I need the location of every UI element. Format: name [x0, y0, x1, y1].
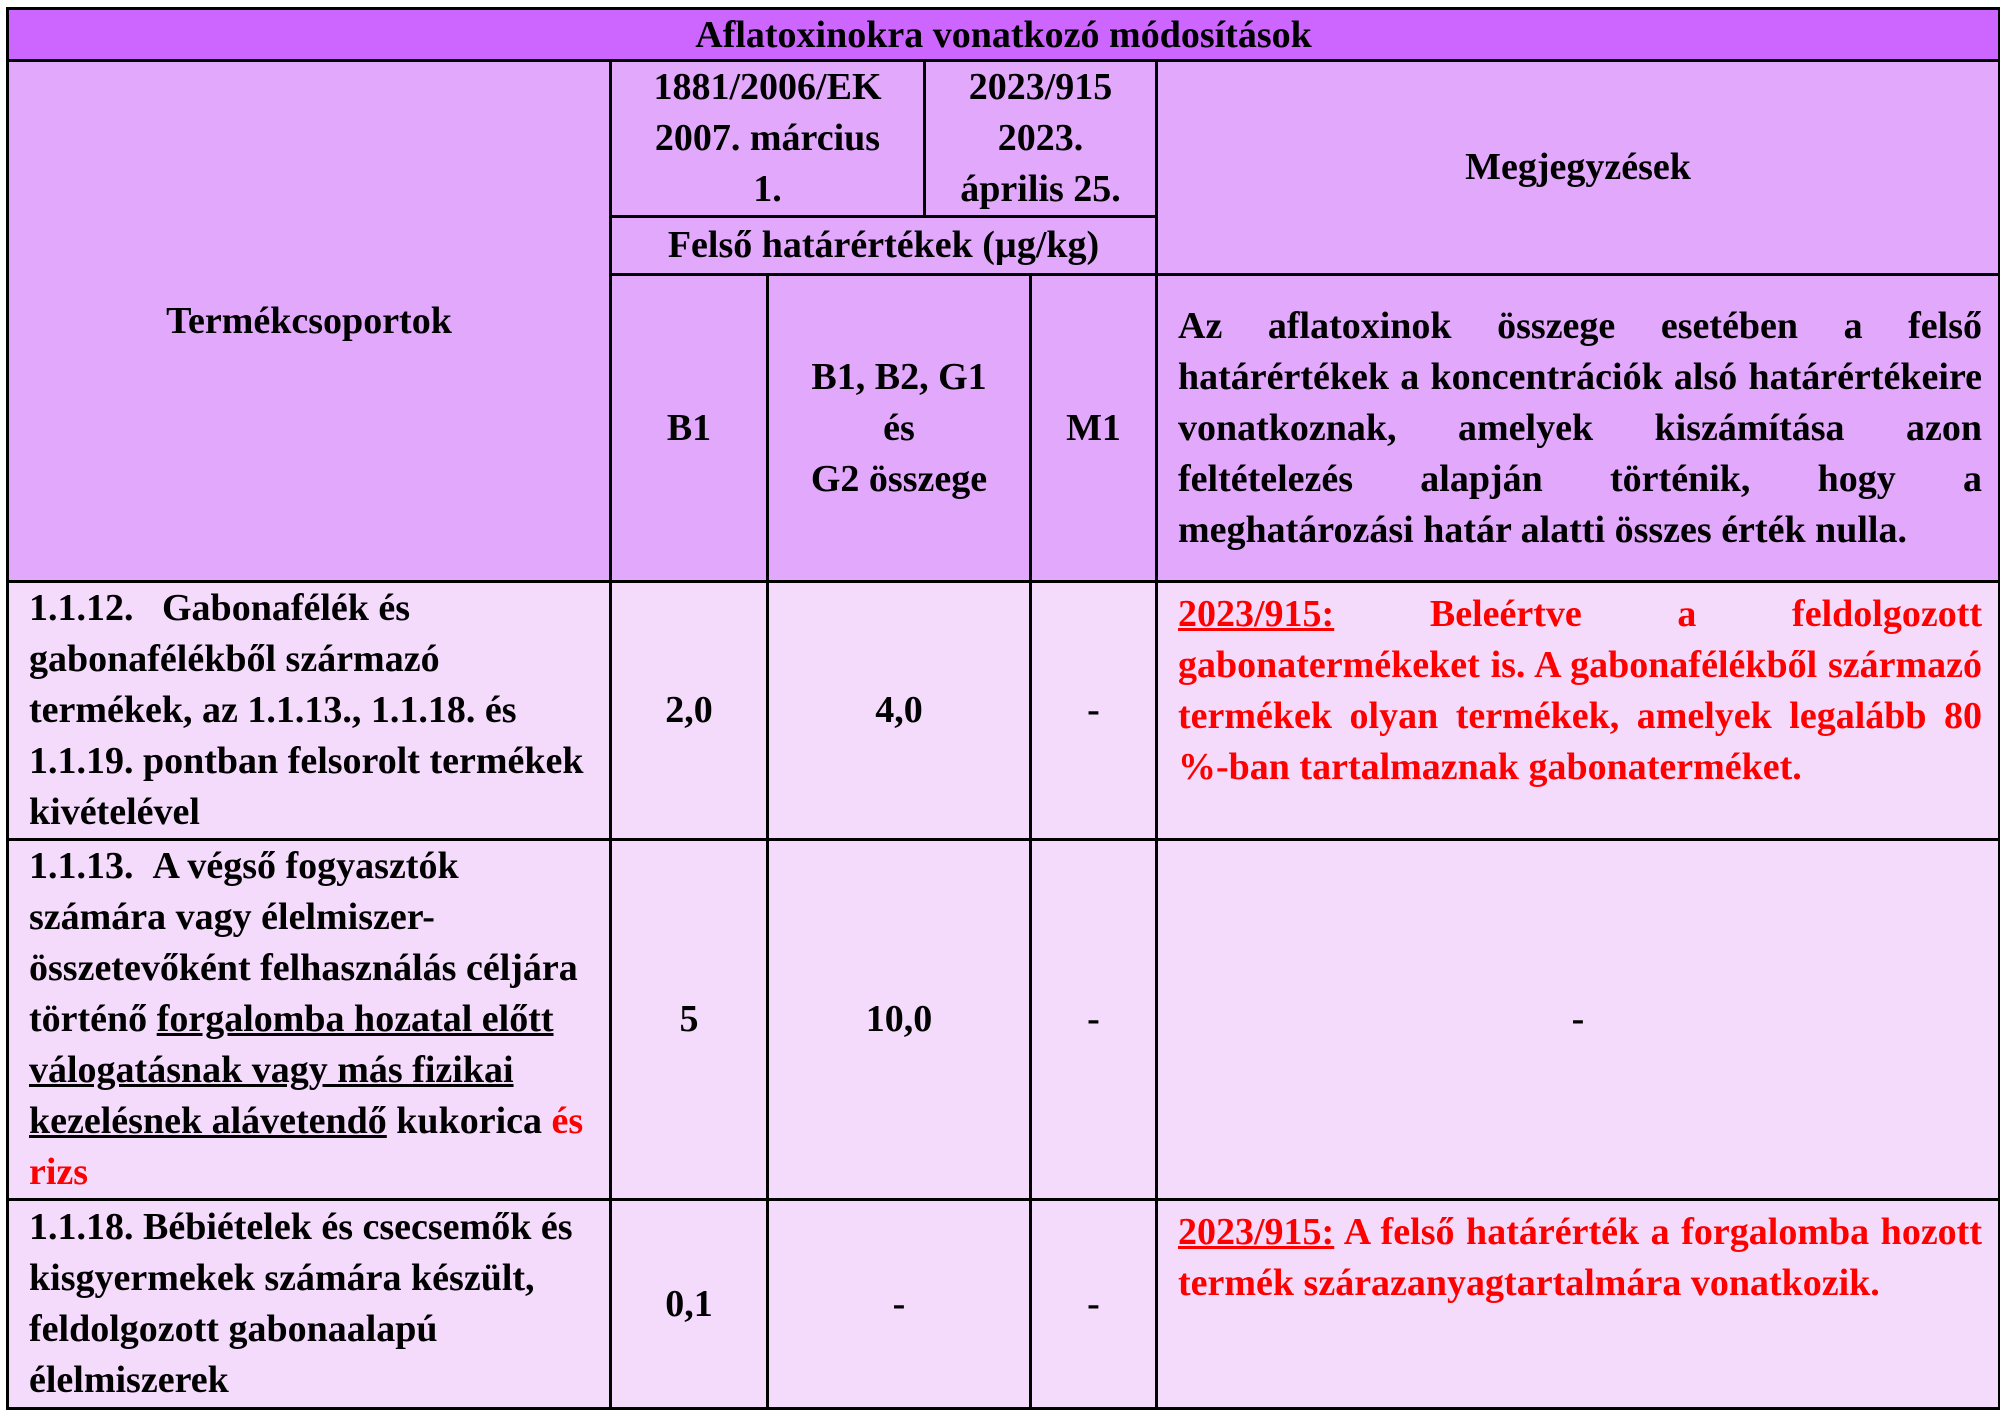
row-b1-value: 0,1: [611, 1200, 768, 1409]
table-row: [8, 840, 2000, 1200]
header-regulation-new: [925, 61, 1157, 217]
remark-regulation-ref: 2023/915:: [1178, 593, 1335, 635]
header-col-b1: B1: [611, 275, 768, 582]
header-regulation-new-line: 2023.: [997, 117, 1084, 159]
row-b1-value: 2,0: [611, 582, 768, 840]
header-regulation-old-line: 2007. március: [654, 117, 881, 159]
row-m1-value: -: [1031, 1200, 1157, 1409]
row-remark: [1157, 1200, 2000, 1409]
product-text-added: és rizs: [29, 1100, 584, 1193]
row-b1-value: 5: [611, 840, 768, 1200]
header-col-m1: M1: [1031, 275, 1157, 582]
row-product-name: 1.1.12. Gabonafélék és gabonafélékből származó termékek, az 1.1.13., 1.1.18. és 1.1.19. pontban felsorolt termékek kivételével: [8, 582, 611, 840]
remark-text: Beleértve a feldolgozott gabonatermékeket is. A gabonafélékből származó termékek olyan termékek, amelyek legalább 80 %-ban tartalmaznak gabonaterméket.: [1178, 593, 1982, 788]
header-regulation-old-line: 1881/2006/EK: [653, 66, 882, 108]
table-title: Aflatoxinokra vonatkozó módosítások: [8, 9, 2000, 61]
aflatoxin-table: [6, 7, 2000, 1410]
row-sum-value: -: [768, 1200, 1031, 1409]
product-text-end: kukorica: [396, 1100, 542, 1142]
header-remarks: Megjegyzések: [1157, 61, 2000, 275]
header-col-sum: [768, 275, 1031, 582]
header-limits-label: Felső határértékek (µg/kg): [611, 217, 1157, 275]
header-regulation-old-line: 1.: [753, 168, 782, 210]
product-text-start: 1.1.13. A végső fogyasztók számára vagy élelmiszer-összetevőként felhasználás céljára történő: [29, 845, 578, 1040]
remark-text: A felső határérték a forgalomba hozott termék szárazanyagtartalmára vonatkozik.: [1178, 1211, 1982, 1304]
row-product-name: [8, 840, 611, 1200]
row-product-name: 1.1.18. Bébiételek és csecsemők és kisgyermekek számára készült, feldolgozott gabonaalapú élelmiszerek: [8, 1200, 611, 1409]
header-col-sum-line: B1, B2, G1: [811, 355, 987, 398]
table-row: [8, 582, 2000, 840]
row-remark: -: [1157, 840, 2000, 1200]
row-m1-value: -: [1031, 582, 1157, 840]
row-remark: [1157, 582, 2000, 840]
header-col-sum-line: és: [883, 406, 915, 449]
product-text-underlined: forgalomba hozatal előtt válogatásnak vagy más fizikai kezelésnek alávetendő: [29, 998, 554, 1142]
header-product-groups: Termékcsoportok: [8, 61, 611, 582]
remark-regulation-ref: 2023/915:: [1178, 1211, 1335, 1253]
header-regulation-new-line: április 25.: [960, 168, 1121, 210]
header-regulation-old: [611, 61, 925, 217]
table-row: [8, 1200, 2000, 1409]
header-regulation-new-line: 2023/915: [968, 66, 1113, 108]
row-sum-value: 10,0: [768, 840, 1031, 1200]
header-col-sum-line: G2 összege: [810, 457, 988, 500]
remarks-general-note: Az aflatoxinok összege esetében a felső határértékek a koncentrációk alsó határértékeire vonatkoznak, amelyek kiszámítása azon feltételezés alapján történik, hogy a meghatározási határ alatti összes érték nulla.: [1157, 275, 2000, 582]
row-sum-value: 4,0: [768, 582, 1031, 840]
row-m1-value: -: [1031, 840, 1157, 1200]
